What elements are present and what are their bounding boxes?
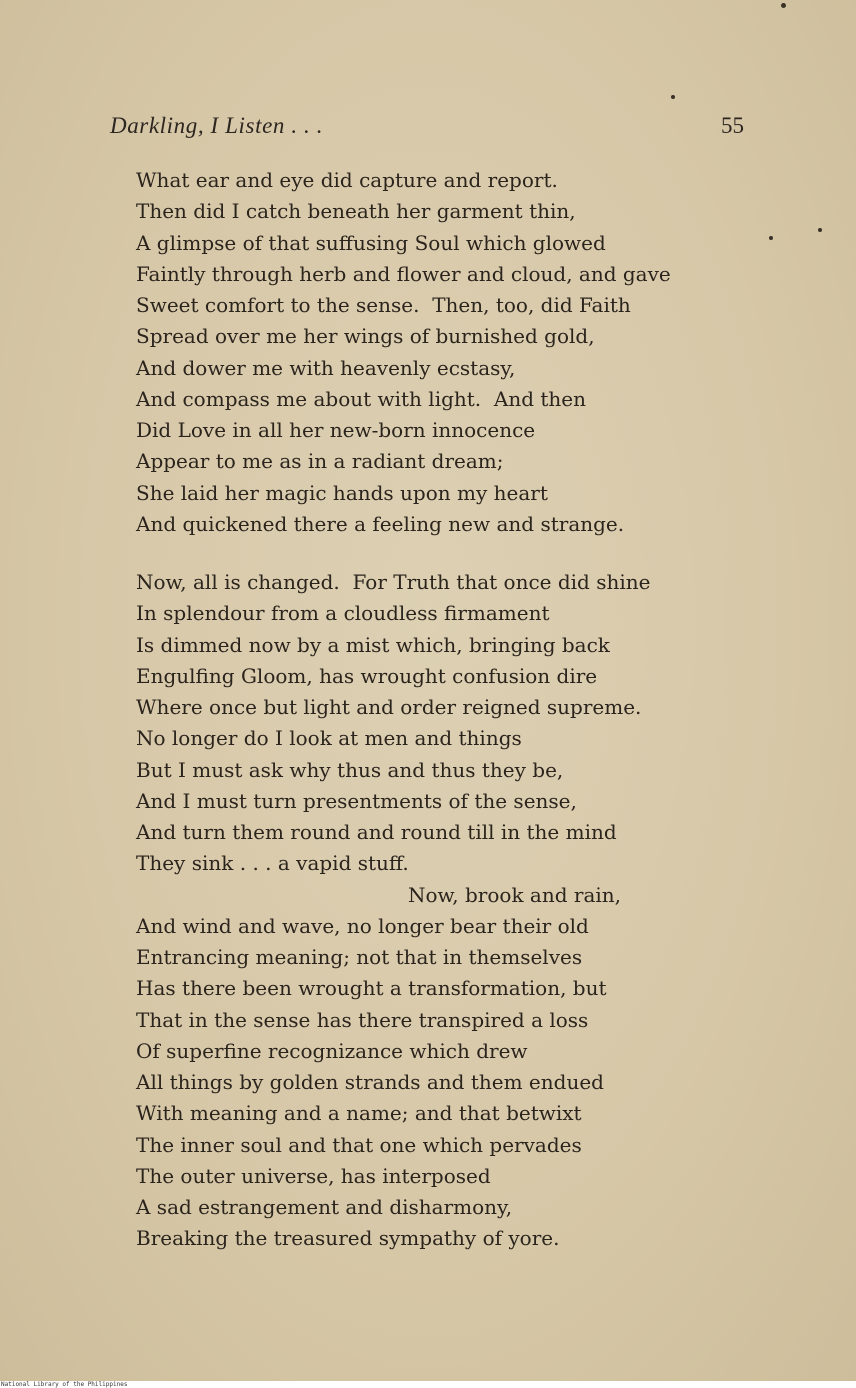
verse-line: And quickened there a feeling new and strange. <box>136 511 625 536</box>
verse-line: And dower me with heavenly ecstasy, <box>136 355 516 380</box>
verse-line: What ear and eye did capture and report. <box>136 168 558 192</box>
verse-line: And wind and wave, no longer bear their old <box>136 913 589 938</box>
verse-line: And I must turn presentments of the sense, <box>136 788 577 813</box>
verse-line: Breaking the treasured sympathy of yore. <box>136 1226 560 1251</box>
page-number: 55 <box>721 113 744 138</box>
verse-line: She laid her magic hands upon my heart <box>136 480 548 505</box>
verse-line: Then did I catch beneath her garment thin, <box>136 199 576 224</box>
verse-line: Spread over me her wings of burnished gold, <box>136 324 595 349</box>
footer-bar <box>0 1381 856 1388</box>
verse-line: Has there been wrought a transformation, but <box>136 976 607 1001</box>
verse-line: Where once but light and order reigned supreme. <box>136 695 642 719</box>
verse-line: Faintly through herb and flower and cloud, and gave <box>136 261 671 286</box>
verse-line: No longer do I look at men and things <box>136 726 522 751</box>
verse-line: Engulfing Gloom, has wrought confusion dire <box>136 663 598 688</box>
verse-line: The outer universe, has interposed <box>136 1163 491 1188</box>
verse-line-indented: Now, brook and rain, <box>408 882 622 907</box>
stanza-1 <box>136 165 671 540</box>
ink-speck <box>781 3 786 8</box>
verse-line: They sink . . . a vapid stuff. <box>136 851 409 876</box>
library-credit: National Library of the Philippines <box>1 1381 128 1388</box>
verse-line: And compass me about with light. And then <box>136 386 586 411</box>
verse-line: Sweet comfort to the sense. Then, too, did Faith <box>136 293 631 317</box>
verse-line: With meaning and a name; and that betwixt <box>136 1101 582 1126</box>
stanza-2 <box>136 567 650 1255</box>
verse-line: Appear to me as in a radiant dream; <box>136 449 504 474</box>
verse-line: But I must ask why thus and thus they be, <box>136 757 564 782</box>
verse-line: A glimpse of that suffusing Soul which glowed <box>136 230 606 255</box>
verse-line: A sad estrangement and disharmony, <box>136 1195 513 1219</box>
verse-line: Of superfine recognizance which drew <box>136 1038 528 1063</box>
verse-line: Now, all is changed. For Truth that once did shine <box>136 570 651 594</box>
verse-line: The inner soul and that one which pervades <box>136 1132 582 1157</box>
verse-line: Is dimmed now by a mist which, bringing back <box>136 632 610 657</box>
verse-line: In splendour from a cloudless firmament <box>136 601 550 626</box>
ink-speck <box>818 228 822 232</box>
verse-line: Did Love in all her new-born innocence <box>136 418 536 442</box>
verse-line: That in the sense has there transpired a loss <box>136 1007 589 1032</box>
verse-line: And turn them round and round till in the mind <box>136 820 617 844</box>
verse-line: Entrancing meaning; not that in themselves <box>136 945 583 969</box>
ink-speck <box>769 236 773 240</box>
ink-speck <box>671 95 675 99</box>
verse-line: All things by golden strands and them endued <box>136 1070 604 1094</box>
running-title: Darkling, I Listen . . . <box>110 113 324 138</box>
